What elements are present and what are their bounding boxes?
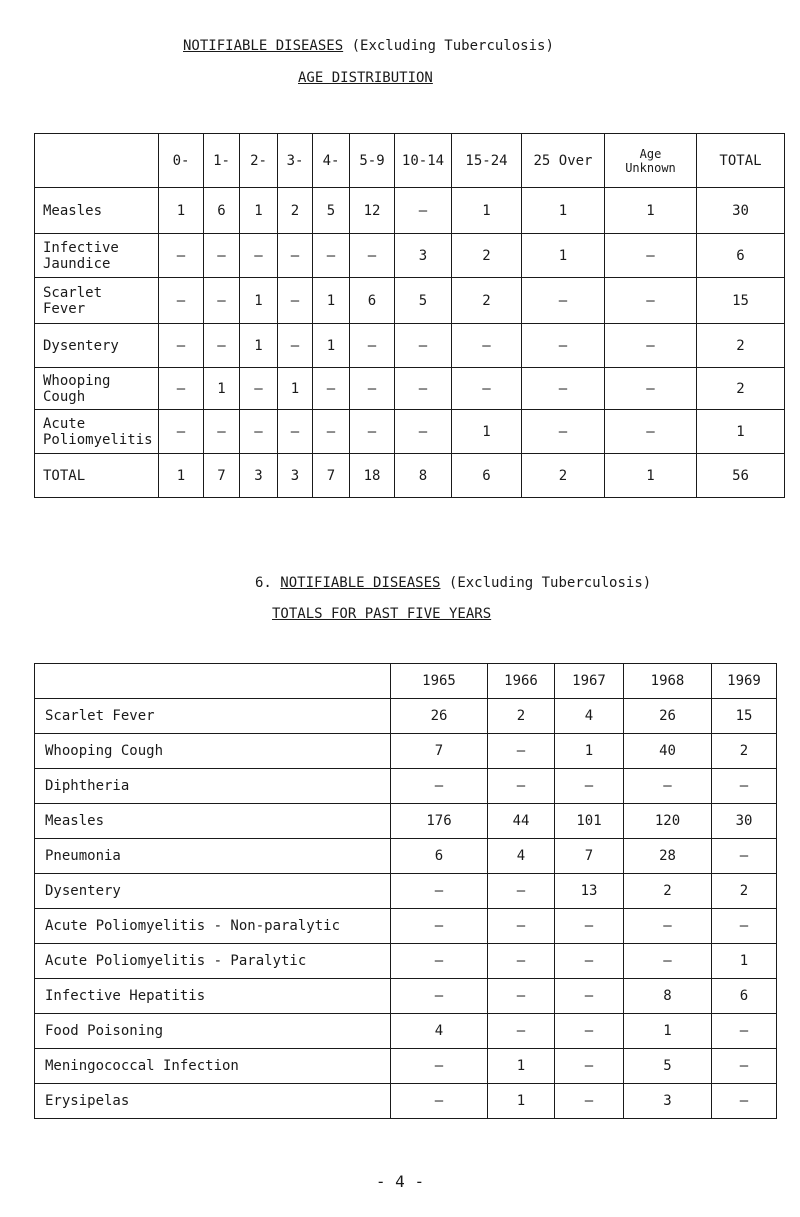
table-cell: – — [488, 769, 555, 804]
table-cell: – — [350, 410, 395, 454]
table-cell: – — [555, 1014, 624, 1049]
column-header: 15-24 — [452, 134, 522, 188]
column-header: 4- — [313, 134, 350, 188]
table-cell: – — [391, 1049, 488, 1084]
page-number: - 4 - — [375, 1172, 425, 1191]
table-cell: 1 — [697, 410, 785, 454]
table-cell: – — [204, 278, 240, 324]
table-cell: – — [391, 909, 488, 944]
table-cell: – — [350, 234, 395, 278]
table-cell: 7 — [555, 839, 624, 874]
section2-number: 6. — [255, 575, 272, 591]
table-cell: 2 — [712, 874, 777, 909]
row-label: Measles — [35, 188, 159, 234]
table-cell: 15 — [712, 699, 777, 734]
table-cell: 1 — [240, 324, 278, 368]
table-cell: 5 — [313, 188, 350, 234]
column-header: 10-14 — [395, 134, 452, 188]
table-cell: 12 — [350, 188, 395, 234]
table-cell: 2 — [278, 188, 313, 234]
table-cell: – — [395, 368, 452, 410]
table-cell: – — [488, 979, 555, 1014]
table-cell: 40 — [624, 734, 712, 769]
row-label: Acute Poliomyelitis - Non-paralytic — [35, 909, 391, 944]
table-cell: 1 — [605, 454, 697, 498]
table-row — [35, 324, 785, 368]
table-cell: – — [313, 234, 350, 278]
table-cell: 2 — [712, 734, 777, 769]
column-header: 0- — [159, 134, 204, 188]
table-cell: – — [555, 909, 624, 944]
table-cell: – — [605, 410, 697, 454]
table-cell: 7 — [391, 734, 488, 769]
table-cell: – — [712, 1014, 777, 1049]
table-row — [35, 734, 777, 769]
table-cell: 1 — [159, 454, 204, 498]
column-header: 2- — [240, 134, 278, 188]
table-cell: 3 — [278, 454, 313, 498]
table-cell: 4 — [555, 699, 624, 734]
row-label: Dysentery — [35, 324, 159, 368]
table-cell: 1 — [452, 188, 522, 234]
table-cell: – — [624, 769, 712, 804]
table-cell: 3 — [624, 1084, 712, 1119]
table-cell: 1 — [488, 1084, 555, 1119]
row-label: Whooping Cough — [35, 368, 159, 410]
table-row — [35, 188, 785, 234]
table-cell: 1 — [452, 410, 522, 454]
table-cell: 1 — [240, 188, 278, 234]
table-cell: 26 — [624, 699, 712, 734]
table-cell: – — [278, 410, 313, 454]
table-cell: 8 — [624, 979, 712, 1014]
table-cell: 28 — [624, 839, 712, 874]
table-cell: – — [391, 979, 488, 1014]
table-cell: – — [605, 278, 697, 324]
table-cell: 44 — [488, 804, 555, 839]
table-cell: – — [488, 944, 555, 979]
table-row — [35, 944, 777, 979]
table-cell: 1 — [522, 234, 605, 278]
five-year-totals-table — [34, 663, 777, 1119]
table-row — [35, 454, 785, 498]
table-cell: – — [452, 324, 522, 368]
table-cell: – — [159, 234, 204, 278]
column-header: 1969 — [712, 664, 777, 699]
table-row — [35, 234, 785, 278]
table-row — [35, 769, 777, 804]
table-cell: – — [350, 368, 395, 410]
row-label: Scarlet Fever — [35, 278, 159, 324]
section2-title — [255, 575, 651, 591]
table-cell: – — [452, 368, 522, 410]
table-row — [35, 1014, 777, 1049]
table-cell: – — [278, 234, 313, 278]
table-cell: – — [522, 368, 605, 410]
table-cell: 8 — [395, 454, 452, 498]
table-cell: – — [159, 324, 204, 368]
section1-title-main: NOTIFIABLE DISEASES — [183, 38, 344, 54]
table-cell: – — [712, 839, 777, 874]
table-cell: – — [395, 324, 452, 368]
table-cell: 120 — [624, 804, 712, 839]
table-cell: – — [240, 410, 278, 454]
row-label: TOTAL — [35, 454, 159, 498]
column-header: 1967 — [555, 664, 624, 699]
table-cell: – — [555, 1049, 624, 1084]
table-cell: 3 — [395, 234, 452, 278]
table-cell: 2 — [452, 234, 522, 278]
table-cell: – — [391, 874, 488, 909]
table-row — [35, 804, 777, 839]
table-cell: 1 — [159, 188, 204, 234]
table-row — [35, 979, 777, 1014]
table-cell: 4 — [488, 839, 555, 874]
table-cell: 1 — [555, 734, 624, 769]
table-cell: – — [278, 324, 313, 368]
table-cell: 176 — [391, 804, 488, 839]
table-cell: 2 — [624, 874, 712, 909]
table-cell: – — [555, 944, 624, 979]
table-row — [35, 909, 777, 944]
table-row — [35, 278, 785, 324]
table-row — [35, 368, 785, 410]
table-cell: 30 — [712, 804, 777, 839]
section1-subtitle: AGE DISTRIBUTION — [298, 70, 433, 86]
column-header: 25 Over — [522, 134, 605, 188]
table-cell: 1 — [313, 278, 350, 324]
table-cell: – — [240, 368, 278, 410]
table-cell: 6 — [697, 234, 785, 278]
table-cell: 101 — [555, 804, 624, 839]
table-cell: – — [712, 1084, 777, 1119]
table-cell: 13 — [555, 874, 624, 909]
column-header: 1966 — [488, 664, 555, 699]
table-cell: – — [395, 188, 452, 234]
table-cell: 2 — [488, 699, 555, 734]
row-label: Infective Hepatitis — [35, 979, 391, 1014]
table-cell: – — [204, 324, 240, 368]
table-cell: – — [240, 234, 278, 278]
column-header: 1- — [204, 134, 240, 188]
row-label: Pneumonia — [35, 839, 391, 874]
table-cell: 1 — [624, 1014, 712, 1049]
row-label: Whooping Cough — [35, 734, 391, 769]
table-cell: 6 — [452, 454, 522, 498]
row-label: Measles — [35, 804, 391, 839]
table-cell: – — [313, 368, 350, 410]
row-label: Meningococcal Infection — [35, 1049, 391, 1084]
section1-title-paren: (Excluding Tuberculosis) — [351, 38, 554, 54]
table-row — [35, 1049, 777, 1084]
table-cell: – — [278, 278, 313, 324]
row-label: Scarlet Fever — [35, 699, 391, 734]
table-cell: 3 — [240, 454, 278, 498]
table-cell: 1 — [522, 188, 605, 234]
table-row — [35, 1084, 777, 1119]
row-label: Infective Jaundice — [35, 234, 159, 278]
table-cell: 6 — [712, 979, 777, 1014]
table-header-row — [35, 134, 785, 188]
column-header-age-unknown: Age Unknown — [605, 134, 697, 188]
table-cell: – — [488, 734, 555, 769]
table-cell: – — [712, 769, 777, 804]
table-cell: 6 — [350, 278, 395, 324]
table-cell: 4 — [391, 1014, 488, 1049]
table-row — [35, 874, 777, 909]
table-cell: 5 — [395, 278, 452, 324]
table-cell: 30 — [697, 188, 785, 234]
table-cell: – — [605, 234, 697, 278]
row-label: Acute Poliomyelitis - Paralytic — [35, 944, 391, 979]
table-cell: – — [522, 324, 605, 368]
table-cell: 1 — [488, 1049, 555, 1084]
table-cell: – — [555, 979, 624, 1014]
table-cell: 1 — [712, 944, 777, 979]
table-cell: – — [350, 324, 395, 368]
table-cell: – — [555, 1084, 624, 1119]
table-cell: – — [712, 909, 777, 944]
table-cell: 2 — [697, 368, 785, 410]
table-cell: – — [624, 909, 712, 944]
table-cell: 2 — [522, 454, 605, 498]
table-cell: – — [488, 909, 555, 944]
table-cell: – — [159, 278, 204, 324]
column-header: TOTAL — [697, 134, 785, 188]
table-cell: – — [712, 1049, 777, 1084]
table-cell: 7 — [313, 454, 350, 498]
table-cell: 6 — [204, 188, 240, 234]
column-header: 5-9 — [350, 134, 395, 188]
table-cell: 6 — [391, 839, 488, 874]
table-cell: – — [488, 1014, 555, 1049]
table-cell: – — [395, 410, 452, 454]
table-cell: – — [605, 324, 697, 368]
section2-title-paren: (Excluding Tuberculosis) — [448, 575, 652, 591]
section2-title-main: NOTIFIABLE DISEASES — [280, 575, 441, 591]
table-cell: 1 — [278, 368, 313, 410]
table-cell: – — [391, 769, 488, 804]
age-distribution-table — [34, 133, 785, 498]
table-cell: 1 — [204, 368, 240, 410]
table-cell: 7 — [204, 454, 240, 498]
header-blank — [35, 664, 391, 699]
table-cell: – — [555, 769, 624, 804]
table-cell: 2 — [452, 278, 522, 324]
table-cell: – — [159, 368, 204, 410]
column-header: 3- — [278, 134, 313, 188]
table-cell: 1 — [313, 324, 350, 368]
table-row — [35, 839, 777, 874]
table-cell: – — [204, 410, 240, 454]
row-label: Diphtheria — [35, 769, 391, 804]
column-header: 1968 — [624, 664, 712, 699]
column-header: 1965 — [391, 664, 488, 699]
table-cell: – — [313, 410, 350, 454]
row-label: Acute Poliomyelitis — [35, 410, 159, 454]
table-row — [35, 699, 777, 734]
row-label: Food Poisoning — [35, 1014, 391, 1049]
table-cell: – — [159, 410, 204, 454]
table-cell: – — [488, 874, 555, 909]
table-cell: – — [391, 1084, 488, 1119]
section2-subtitle: TOTALS FOR PAST FIVE YEARS — [272, 606, 492, 622]
header-blank — [35, 134, 159, 188]
table-cell: 5 — [624, 1049, 712, 1084]
table-cell: 26 — [391, 699, 488, 734]
table-cell: 56 — [697, 454, 785, 498]
table-cell: 15 — [697, 278, 785, 324]
table-cell: – — [522, 278, 605, 324]
section1-title — [183, 38, 554, 54]
table-cell: 18 — [350, 454, 395, 498]
table-cell: – — [605, 368, 697, 410]
row-label: Dysentery — [35, 874, 391, 909]
table-cell: 1 — [240, 278, 278, 324]
table-cell: 1 — [605, 188, 697, 234]
row-label: Erysipelas — [35, 1084, 391, 1119]
table-cell: – — [204, 234, 240, 278]
table-cell: – — [624, 944, 712, 979]
table-row — [35, 410, 785, 454]
table-cell: – — [391, 944, 488, 979]
table-header-row — [35, 664, 777, 699]
table-cell: – — [522, 410, 605, 454]
table-cell: 2 — [697, 324, 785, 368]
